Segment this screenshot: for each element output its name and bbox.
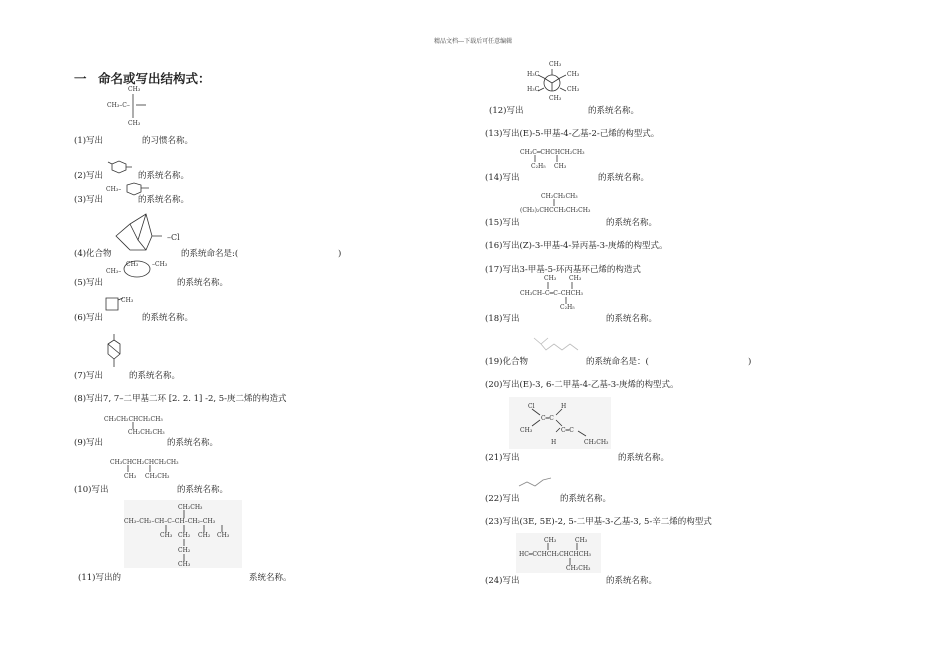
formula-text: CH₃ [544,275,557,282]
formula-text: C₂H₅ [531,163,546,170]
formula-text: CH₃CH–C═C–CHCH₃ [520,290,583,297]
question-5-suffix: 的系统名称。 [177,278,229,288]
question-11-suffix: 系统名称。 [249,573,292,583]
formula-text: CH₃ [128,120,141,127]
formula-text: CH₃ [549,95,562,102]
question-18-text: (18)写出 [485,314,520,324]
section-number: 一 [74,71,87,86]
question-20-text: (20)写出(E)-3, 6-二甲基-4-乙基-3-庚烯的构型式。 [485,380,679,390]
question-21-text: (21)写出 [485,453,520,463]
structure-diagram [533,155,563,163]
formula-text: –Cl [167,233,180,242]
question-3-suffix: 的系统名称。 [138,195,190,205]
formula-text: CH₂CH₂CH₃ [128,429,165,436]
structure-diagram [532,336,586,354]
formula-text: CH₃ [554,163,567,170]
question-4-text: (4)化合物 [74,249,112,259]
formula-text: CH₃ [121,297,134,304]
question-1-text: (1)写出 [74,136,104,146]
formula-text: CH₃CHCH₂CHCH₂CH₃ [110,459,179,466]
question-19-text: (19)化合物 [485,357,528,367]
formula-text: CH₃– [106,268,122,275]
formula-text: CH₃CH₂CHCH₂CH₃ [104,416,163,423]
question-24-text: (24)写出 [485,576,520,586]
question-2-suffix: 的系统名称。 [138,171,190,181]
structure-diagram [131,422,137,430]
structure-diagram [106,158,136,176]
question-1-suffix: 的习惯名称。 [142,136,194,146]
question-7-text: (7)写出 [74,371,104,381]
structure-diagram [98,332,130,370]
formula-text: C₂H₅ [560,304,575,311]
formula-text: CH₂ [198,532,211,539]
question-10-text: (10)写出 [74,485,109,495]
question-24-suffix: 的系统名称。 [606,576,658,586]
question-4-suffix: 的系统命名是:( [181,249,239,259]
formula-text: CH₃ [178,561,191,568]
formula-text: CH₃ [520,427,533,434]
formula-text: H [561,403,567,410]
formula-text: CH₃ [124,473,137,480]
structure-diagram [121,258,155,280]
structure-diagram [126,465,156,473]
formula-text: CH₂CH₂CH₃ [541,193,578,200]
question-22-text: (22)写出 [485,494,520,504]
question-5-text: (5)写出 [74,278,104,288]
question-3-text: (3)写出 [74,195,104,205]
question-8-text: (8)写出7, 7–二甲基二环 [2. 2. 1] -2, 5-庚二烯的构造式 [74,394,287,404]
question-19-suffix: 的系统命名是：( [586,357,649,367]
formula-text: (CH₃)₂CHCCH₂CH₂CH₃ [520,207,591,214]
question-23-text: (23)写出(3E, 5E)-2, 5-二甲基-3-乙基-3, 5-辛二烯的构型式 [485,517,712,527]
formula-text: CH₂ [178,547,191,554]
question-14-text: (14)写出 [485,173,520,183]
question-17-text: (17)写出3-甲基-5-环丙基环己烯的构造式 [485,265,641,275]
question-9-text: (9)写出 [74,438,104,448]
formula-text: CH₃ [549,61,562,68]
question-4-close: ) [338,249,342,259]
formula-text: C═C [541,415,554,422]
formula-text: Cl [528,403,535,410]
question-12-text: (12)写出 [489,106,524,116]
page-header: 精品文档---下载后可任意编辑 [434,38,513,45]
question-15-text: (15)写出 [485,218,520,228]
question-14-suffix: 的系统名称。 [598,173,650,183]
formula-text: CH₃ [126,261,139,268]
question-11-text: (11)写出的 [78,573,121,583]
structure-diagram [526,408,596,440]
formula-text: CH₃–CH₂–CH–C–CH–CH₂–CH₃ [124,518,216,525]
formula-text: C═C [561,427,574,434]
formula-text: CH₂CH₃ [145,473,170,480]
question-7-suffix: 的系统名称。 [129,371,181,381]
formula-text: CH₃ [544,537,557,544]
formula-text: H₃C [527,86,540,93]
question-22-suffix: 的系统名称。 [560,494,612,504]
formula-text: H [551,439,557,446]
formula-text: CH₃– [106,186,122,193]
formula-text: CH₂ [178,532,191,539]
formula-text: CH₃–C– [107,102,130,109]
formula-text: CH₃ [217,532,230,539]
formula-text: CH₂CH₃ [178,504,203,511]
question-15-suffix: 的系统名称。 [606,218,658,228]
formula-text: CH₃C═CHCHCH₂CH₃ [520,149,585,156]
question-2-text: (2)写出 [74,171,104,181]
question-9-suffix: 的系统名称。 [167,438,219,448]
question-21-suffix: 的系统名称。 [618,453,670,463]
structure-diagram [160,510,230,562]
question-16-text: (16)写出(Z)-3-甲基-4-异丙基-3-庚烯的构型式。 [485,241,668,251]
formula-text: CH₂CH₃ [566,565,591,572]
question-13-text: (13)写出(E)-5-甲基-4-乙基-2-己烯的构型式。 [485,129,660,139]
formula-text: CH₃ [567,71,580,78]
structure-diagram [517,474,553,490]
formula-text: H₃C [527,71,540,78]
formula-text: CH₃ [160,532,173,539]
structure-diagram [130,92,150,122]
question-18-suffix: 的系统名称。 [606,314,658,324]
structure-diagram [552,199,558,207]
formula-text: CH₃ [575,537,588,544]
formula-text: HC═CCHCH₂CHCHCH₃ [519,551,591,558]
section-title: 命名或写出结构式： [98,71,211,86]
formula-text: –CH₃ [152,261,168,268]
question-19-close: ) [748,357,752,367]
formula-text: CH₂CH₃ [584,439,609,446]
question-10-suffix: 的系统名称。 [177,485,229,495]
question-6-text: (6)写出 [74,313,104,323]
formula-text: CH₃ [128,86,141,93]
formula-text: CH₃ [569,275,582,282]
question-12-suffix: 的系统名称。 [588,106,640,116]
formula-text: CH₃ [567,86,580,93]
structure-diagram [546,543,580,567]
structure-diagram [546,282,576,306]
question-6-suffix: 的系统名称。 [142,313,194,323]
